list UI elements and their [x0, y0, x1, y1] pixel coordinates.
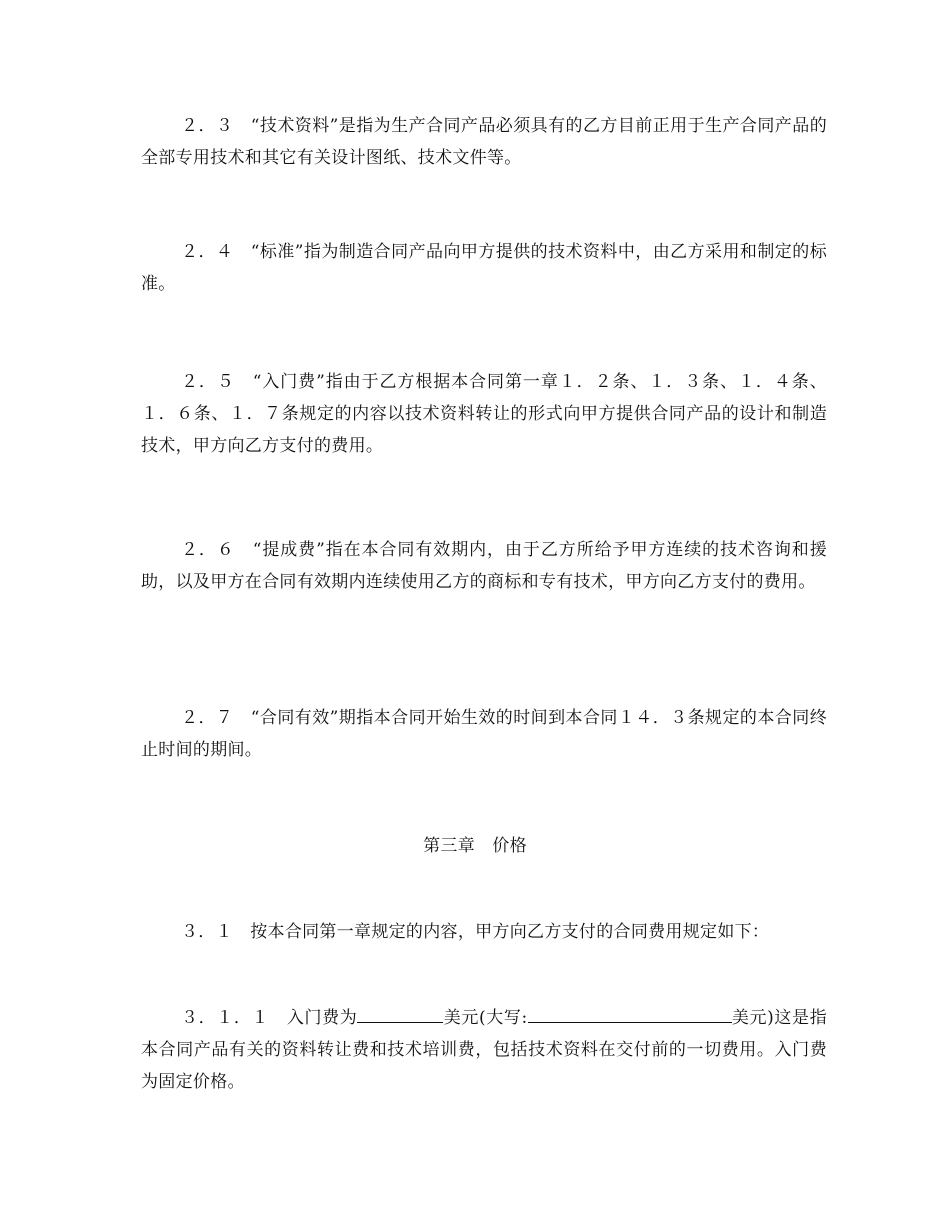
fee-amount-words-blank[interactable]: [528, 1004, 732, 1023]
clause-2-3: [141, 110, 827, 174]
clause-number: ２．３: [181, 116, 234, 136]
clause-number: ２．５: [181, 372, 235, 392]
clause-text: “合同有效”期指本合同开始生效的时间到本合同１４．３条规定的本合同终止时间的期间。: [141, 708, 827, 760]
clause-2-6: [141, 534, 827, 598]
clause-number: ２．６: [181, 540, 235, 560]
clause-2-4: [141, 236, 827, 300]
clause-text-mid: 美元(大写:: [443, 1008, 528, 1028]
clause-text-lead: 入门费为: [286, 1008, 358, 1028]
clause-3-1-1: [141, 1002, 827, 1098]
clause-text: “标准”指为制造合同产品向甲方提供的技术资料中，由乙方采用和制定的标准。: [141, 242, 827, 294]
clause-number: ３．１: [181, 922, 233, 942]
clause-number: ２．４: [181, 242, 234, 262]
clause-text-tail: 美元)这是指本合同产品有关的资料转让费和技术培训费，包括技术资料在交付前的一切费用。入门费为固定价格。: [141, 1008, 827, 1092]
clause-text: 按本合同第一章规定的内容，甲方向乙方支付的合同费用规定如下：: [250, 922, 770, 942]
clause-text: “提成费”指在本合同有效期内，由于乙方所给予甲方连续的技术咨询和援助，以及甲方在合同有效期内连续使用乙方的商标和专有技术，甲方向乙方支付的费用。: [141, 540, 827, 592]
clause-text: “入门费”指由于乙方根据本合同第一章１．２条、１．３条、１．４条、１．６条、１．７条规定的内容以技术资料转让的形式向甲方提供合同产品的设计和制造技术，甲方向乙方支付的费用。: [141, 372, 827, 456]
clause-number: ３．１．１: [181, 1008, 270, 1028]
clause-text: “技术资料”是指为生产合同产品必须具有的乙方目前正用于生产合同产品的全部专用技术和其它有关设计图纸、技术文件等。: [141, 116, 827, 168]
clause-3-1: [141, 916, 827, 948]
fee-amount-blank[interactable]: [357, 1004, 443, 1023]
clause-2-5: [141, 366, 827, 462]
clause-2-7: [141, 702, 827, 766]
chapter-heading: 第三章 价格: [423, 836, 527, 856]
clause-number: ２．７: [181, 708, 234, 728]
